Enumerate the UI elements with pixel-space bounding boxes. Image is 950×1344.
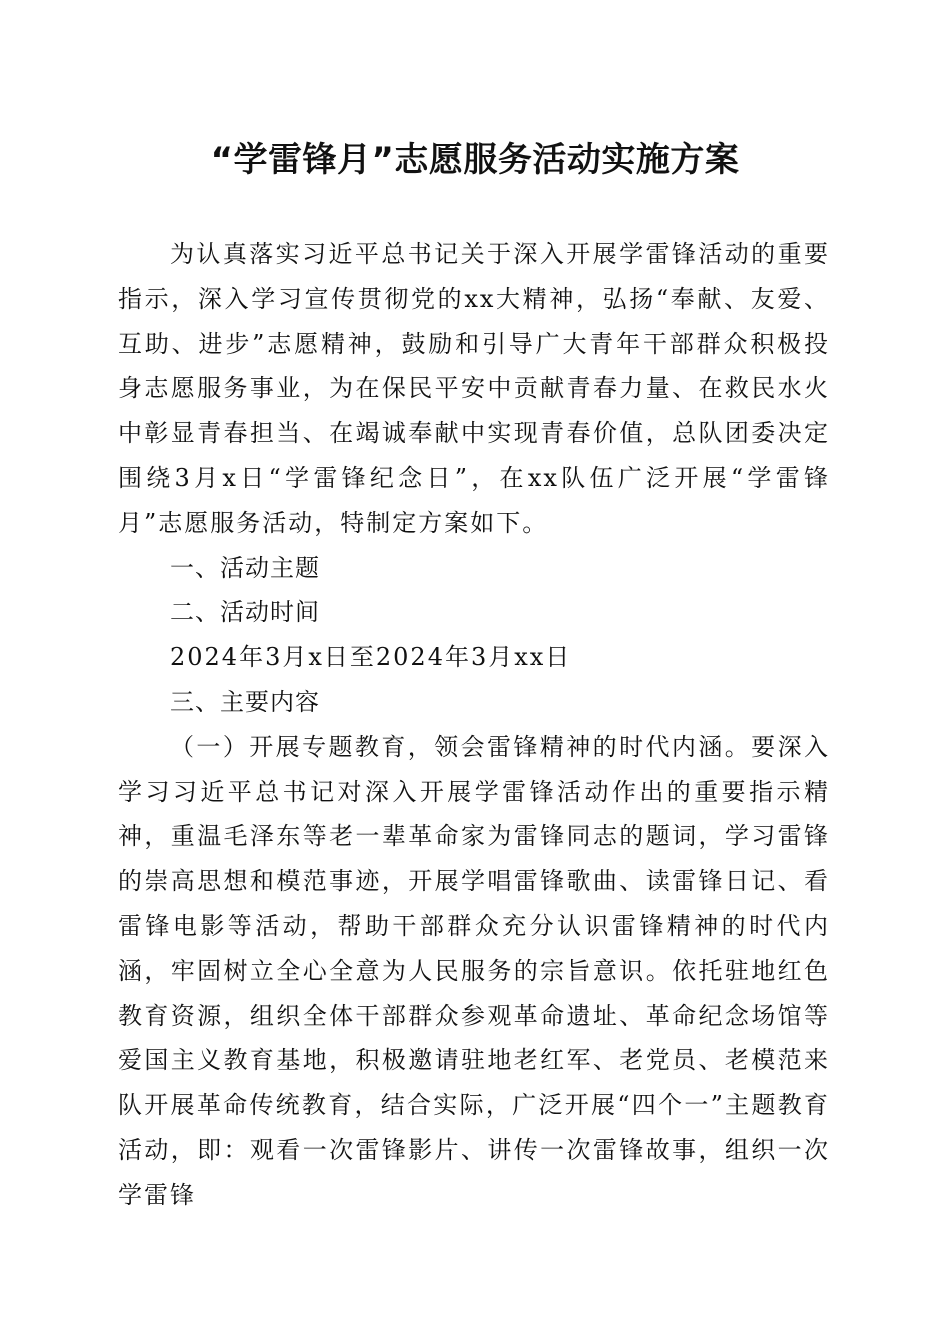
section-heading-time: 二、活动时间	[170, 598, 320, 627]
section-heading-theme: 一、活动主题	[170, 553, 320, 582]
content-paragraph-1: （一）开展专题教育，领会雷锋精神的时代内涵。要深入学习习近平总书记对深入开展学雷锋活动作出的重要指示精神，重温毛泽东等老一辈革命家为雷锋同志的题词，学习雷锋的崇高思想和模范事迹，开展学唱雷锋歌曲、读雷锋日记、看雷锋电影等活动，帮助干部群众充分认识雷锋精神的时代内涵，牢固树立全心全意为人民服务的宗旨意识。依托驻地红色教育资源，组织全体干部群众参观革命遗址、革命纪念场馆等爱国主义教育基地，积极邀请驻地老红军、老党员、老模范来队开展革命传统教育，结合实际，广泛开展“四个一”主题教育活动，即：观看一次雷锋影片、讲传一次雷锋故事，组织一次学雷锋	[118, 732, 830, 1209]
document-title: “学雷锋月”志愿服务活动实施方案	[210, 140, 740, 180]
document-body	[118, 232, 830, 1218]
section-heading-content: 三、主要内容	[170, 687, 320, 716]
activity-date-range: 2024年3月x日至2024年3月xx日	[170, 643, 572, 672]
intro-paragraph: 为认真落实习近平总书记关于深入开展学雷锋活动的重要指示，深入学习宣传贯彻党的xx大精神，弘扬“奉献、友爱、互助、进步”志愿精神，鼓励和引导广大青年干部群众积极投身志愿服务事业，为在保民平安中贡献青春力量、在救民水火中彰显青春担当、在竭诚奉献中实现青春价值，总队团委决定围绕3月x日“学雷锋纪念日”，在xx队伍广泛开展“学雷锋月”志愿服务活动，特制定方案如下。	[118, 240, 830, 537]
